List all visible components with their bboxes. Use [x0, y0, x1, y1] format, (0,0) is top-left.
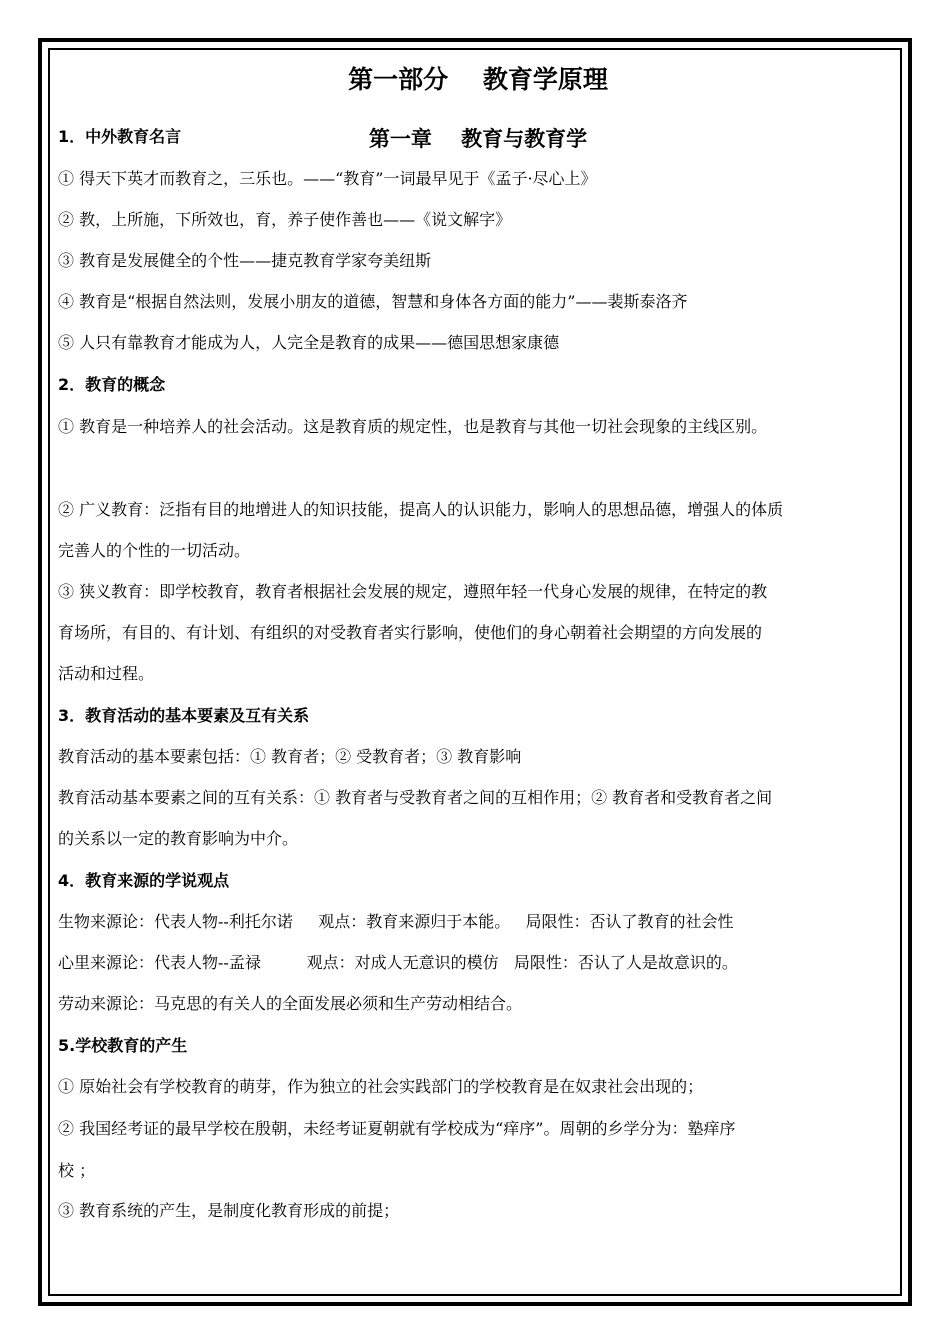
text-line: ③ 教育系统的产生，是制度化教育形成的前提； — [58, 1201, 400, 1220]
section-heading: 5.学校教育的产生 — [58, 1036, 188, 1055]
text-line: ② 教，上所施，下所效也，育，养子使作善也——《说文解字》 — [58, 210, 512, 229]
section-heading: 1．中外教育名言 — [58, 127, 182, 146]
section-heading: 3．教育活动的基本要素及互有关系 — [58, 706, 310, 725]
text-line: 校 ； — [58, 1161, 96, 1180]
text-line: 生物来源论：代表人物--利托尔诺 观点：教育来源归于本能。 局限性：否认了教育的社会性 — [58, 912, 734, 931]
text-line: 教育活动基本要素之间的互有关系：① 教育者与受教育者之间的互相作用；② 教育者和受教育者之间 — [58, 788, 773, 807]
text-line: 活动和过程。 — [58, 664, 155, 683]
text-line: ④ 教育是“根据自然法则，发展小朋友的道德，智慧和身体各方面的能力”——裴斯泰洛齐 — [58, 292, 688, 311]
text-line: 心里来源论：代表人物--孟禄 观点：对成人无意识的模仿 局限性：否认了人是故意识的。 — [58, 953, 738, 972]
text-line: 教育活动的基本要素包括：① 教育者；② 受教育者；③ 教育影响 — [58, 747, 522, 766]
text-line: 完善人的个性的一切活动。 — [58, 541, 251, 560]
text-line: 育场所，有目的、有计划、有组织的对受教育者实行影响，使他们的身心朝着社会期望的方向发展的 — [58, 623, 763, 642]
text-line: ③ 教育是发展健全的个性——捷克教育学家夸美纽斯 — [58, 251, 432, 270]
text-line: ② 广义教育：泛指有目的地增进人的知识技能，提高人的认识能力，影响人的思想品德，增强人的体质 — [58, 500, 784, 519]
text-line: ① 得天下英才而教育之，三乐也。——“教育”一词最早见于《孟子·尽心上》 — [58, 169, 597, 188]
text-line: ③ 狭义教育：即学校教育，教育者根据社会发展的规定，遵照年轻一代身心发展的规律，在特定的教 — [58, 582, 768, 601]
text-line: ② 我国经考证的最早学校在殷朝，未经考证夏朝就有学校成为“痒序”。周朝的乡学分为：塾痒序 — [58, 1119, 736, 1138]
section-heading: 4．教育来源的学说观点 — [58, 871, 230, 890]
part-title: 第一部分 教育学原理 — [348, 65, 608, 94]
chapter-title: 第一章 教育与教育学 — [368, 127, 588, 151]
text-line: ① 教育是一种培养人的社会活动。这是教育质的规定性，也是教育与其他一切社会现象的主线区别。 — [58, 417, 768, 436]
text-line: 的关系以一定的教育影响为中介。 — [58, 829, 299, 848]
text-line: ① 原始社会有学校教育的萌芽，作为独立的社会实践部门的学校教育是在奴隶社会出现的； — [58, 1077, 704, 1096]
text-line: 劳动来源论：马克思的有关人的全面发展必须和生产劳动相结合。 — [58, 994, 523, 1013]
text-line: ⑤ 人只有靠教育才能成为人，人完全是教育的成果——德国思想家康德 — [58, 333, 560, 352]
section-heading: 2．教育的概念 — [58, 375, 166, 394]
